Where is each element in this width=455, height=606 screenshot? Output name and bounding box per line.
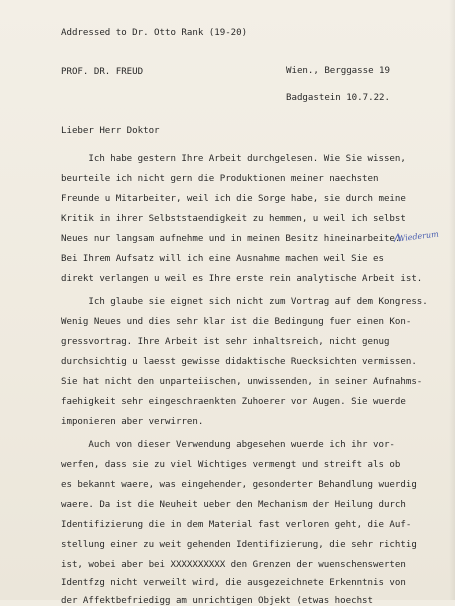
body-line: Sie hat nicht den unparteiischen, unwissenden, in seiner Aufnahms-: [61, 377, 423, 387]
body-line: gressvortrag. Ihre Arbeit ist sehr inhaltsreich, nicht genug: [61, 337, 390, 347]
body-line: stellung einer zu weit gehenden Identifizierung, die sehr richtig: [61, 540, 417, 550]
body-line: Freunde u Mitarbeiter, weil ich die Sorge habe, sie durch meine: [61, 194, 406, 204]
body-line: Neues nur langsam aufnehme und in meinen Besitz hineinarbeite.: [61, 234, 401, 244]
address-line-1: Wien., Berggasse 19: [286, 66, 391, 76]
body-line: Wenig Neues und dies sehr klar ist die Bedingung fuer einen Kon-: [61, 317, 412, 327]
body-line: durchsichtig u laesst gewisse didaktische Ruecksichten vermissen.: [61, 357, 417, 367]
salutation: Lieber Herr Doktor: [61, 126, 160, 136]
body-line: Kritik in ihrer Selbststaendigkeit zu hemmen, u weil ich selbst: [61, 214, 406, 224]
body-line: Identfzg nicht verweilt wird, die ausgezeichnete Erkenntnis von: [61, 578, 406, 588]
body-line: faehigkeit sehr eingeschraenkten Zuhoerer vor Augen. Sie wuerde: [61, 397, 406, 407]
body-line: ist, wobei aber bei XXXXXXXXXX den Grenzen der wuenschenswerten: [61, 560, 406, 570]
body-line: Identifizierung die in dem Material fast verloren geht, die Auf-: [61, 520, 412, 530]
handwritten-note: Wiederum: [396, 229, 440, 244]
scan-edge-shadow: [449, 0, 455, 600]
body-line: Auch von dieser Verwendung abgesehen wuerde ich ihr vor-: [61, 440, 395, 450]
body-line: Bei Ihrem Aufsatz will ich eine Ausnahme machen weil Sie es: [61, 254, 384, 264]
body-line: waere. Da ist die Neuheit ueber den Mechanism der Heilung durch: [61, 500, 406, 510]
body-line: direkt verlangen u weil es Ihre erste rein analytische Arbeit ist.: [61, 274, 423, 284]
body-line: werfen, dass sie zu viel Wichtiges vermengt und streift als ob: [61, 460, 401, 470]
body-line: der Affektbefriedigg am unrichtigen Objekt (etwas hoechst: [61, 596, 374, 606]
sender-heading: PROF. DR. FREUD: [61, 67, 144, 77]
body-line: es bekannt waere, was eingehender, gesonderter Behandlung wuerdig: [61, 480, 417, 490]
body-line: Ich habe gestern Ihre Arbeit durchgelesen. Wie Sie wissen,: [61, 154, 406, 164]
body-line: Ich glaube sie eignet sich nicht zum Vortrag auf dem Kongress.: [61, 297, 428, 307]
addressed-note: Addressed to Dr. Otto Rank (19-20): [61, 28, 248, 38]
body-line: beurteile ich nicht gern die Produktionen meiner naechsten: [61, 174, 379, 184]
address-line-2: Badgastein 10.7.22.: [286, 93, 391, 103]
body-line: imponieren aber verwirren.: [61, 417, 204, 427]
